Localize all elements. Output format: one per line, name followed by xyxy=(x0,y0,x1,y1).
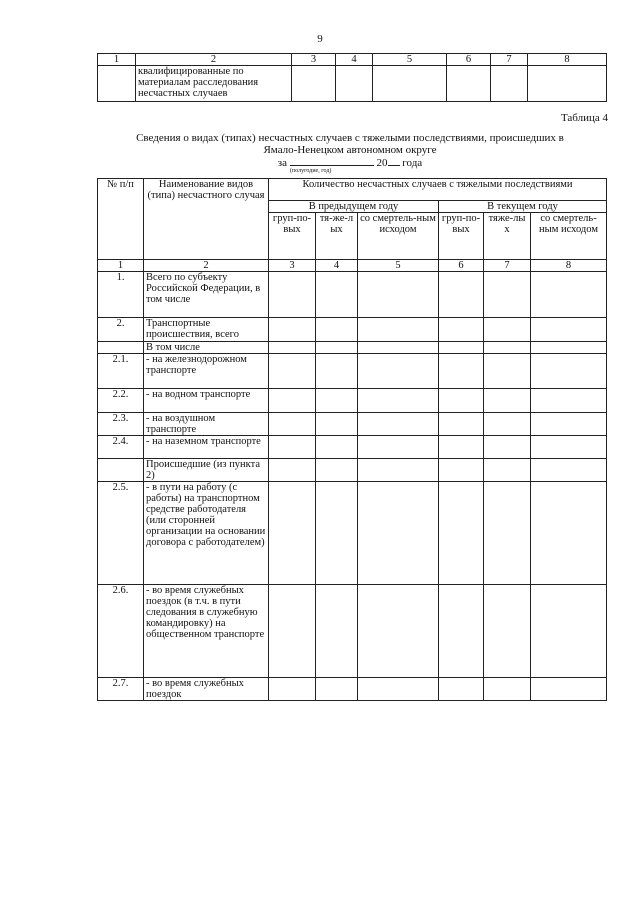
top-col-1: 1 xyxy=(98,54,136,66)
row-no: 2.1. xyxy=(98,354,144,389)
empty-cell xyxy=(531,482,607,585)
curr-year-header: В текущем году xyxy=(439,201,607,213)
row-name: Всего по субъекту Российской Федерации, в том числе xyxy=(144,272,269,318)
row-name: - на водном транспорте xyxy=(144,389,269,413)
empty-cell xyxy=(358,459,439,482)
empty-cell xyxy=(269,585,316,678)
col-number: 4 xyxy=(316,260,358,272)
row-no: 2.4. xyxy=(98,436,144,459)
empty-cell xyxy=(484,342,531,354)
row-no: 2.5. xyxy=(98,482,144,585)
empty-cell xyxy=(269,342,316,354)
table-row xyxy=(98,482,607,585)
top-col-2: 2 xyxy=(136,54,292,66)
empty-cell xyxy=(484,413,531,436)
empty-cell xyxy=(531,318,607,342)
top-col-4: 4 xyxy=(336,54,373,66)
empty-cell xyxy=(358,354,439,389)
empty-cell xyxy=(439,585,484,678)
numbers-row xyxy=(98,260,607,272)
empty-cell xyxy=(358,482,439,585)
empty-cell xyxy=(484,436,531,459)
table-row xyxy=(98,436,607,459)
row-no: 2.6. xyxy=(98,585,144,678)
heading-for: за xyxy=(277,157,288,169)
row-no: 2.3. xyxy=(98,413,144,436)
empty-cell xyxy=(269,413,316,436)
row-no: 2.7. xyxy=(98,678,144,701)
col-number: 1 xyxy=(98,260,144,272)
empty-cell xyxy=(316,272,358,318)
empty-cell xyxy=(316,482,358,585)
row-name: Происшедшие (из пункта 2) xyxy=(144,459,269,482)
year-blank xyxy=(388,156,400,166)
empty-cell xyxy=(316,459,358,482)
main-table xyxy=(97,178,607,701)
empty-cell xyxy=(316,389,358,413)
empty-cell xyxy=(531,585,607,678)
prev-year-header: В предыдущем году xyxy=(269,201,439,213)
col-number: 5 xyxy=(358,260,439,272)
sub-group-curr: груп-по-вых xyxy=(439,213,484,260)
heading-year-prefix: 20 xyxy=(376,157,388,169)
empty-cell xyxy=(484,459,531,482)
table-row xyxy=(98,459,607,482)
table-row xyxy=(98,354,607,389)
empty-cell xyxy=(484,585,531,678)
empty-cell xyxy=(484,389,531,413)
top-col-7: 7 xyxy=(491,54,528,66)
empty-cell xyxy=(484,482,531,585)
top-col-6: 6 xyxy=(447,54,491,66)
empty-cell xyxy=(439,389,484,413)
empty-cell xyxy=(358,272,439,318)
empty-cell xyxy=(269,482,316,585)
row-name: - на наземном транспорте xyxy=(144,436,269,459)
empty-cell xyxy=(531,436,607,459)
empty-cell xyxy=(484,678,531,701)
empty-cell xyxy=(358,342,439,354)
heading-line-2: Ямало-Ненецком автономном округе xyxy=(263,144,437,156)
heading-line-3 xyxy=(70,156,630,169)
row-name: В том числе xyxy=(144,342,269,354)
row-no: 1. xyxy=(98,272,144,318)
top-col-8: 8 xyxy=(528,54,607,66)
table-row xyxy=(98,585,607,678)
empty-cell xyxy=(439,436,484,459)
table-row xyxy=(98,272,607,318)
row-name: - в пути на работу (с работы) на транспортном средстве работодателя (или сторонней организации на основании договора с работодателем) xyxy=(144,482,269,585)
empty-cell xyxy=(439,459,484,482)
heading-line-1: Сведения о видах (типах) несчастных случаев с тяжелыми последствиями, происшедших в xyxy=(136,132,564,144)
empty-cell xyxy=(316,678,358,701)
empty-cell xyxy=(531,272,607,318)
empty-cell xyxy=(439,678,484,701)
table-row xyxy=(98,389,607,413)
table-row xyxy=(98,318,607,342)
empty-cell xyxy=(484,354,531,389)
row-no: 2. xyxy=(98,318,144,342)
empty-cell xyxy=(439,318,484,342)
empty-cell xyxy=(439,354,484,389)
empty-cell xyxy=(531,413,607,436)
heading-year-word: года xyxy=(402,157,423,169)
col-number: 8 xyxy=(531,260,607,272)
top-table-header-row xyxy=(98,54,607,66)
empty-cell xyxy=(316,342,358,354)
col-number: 3 xyxy=(269,260,316,272)
col-number: 2 xyxy=(144,260,269,272)
empty-cell xyxy=(439,482,484,585)
empty-cell xyxy=(316,354,358,389)
row-name: - во время служебных поездок (в т.ч. в пути следования в служебную командировку) на общественном транспорте xyxy=(144,585,269,678)
empty-cell xyxy=(484,272,531,318)
col-number: 7 xyxy=(484,260,531,272)
row-name: Транспортные происшествия, всего xyxy=(144,318,269,342)
top-row-text: квалифицированные по материалам расследования несчастных случаев xyxy=(136,66,292,102)
empty-cell xyxy=(358,389,439,413)
empty-cell xyxy=(269,318,316,342)
top-col-3: 3 xyxy=(292,54,336,66)
table-row xyxy=(98,342,607,354)
sub-fatal-curr: со смертель-ным исходом xyxy=(531,213,607,260)
sub-group-prev: груп-по-вых xyxy=(269,213,316,260)
empty-cell xyxy=(439,342,484,354)
empty-cell xyxy=(531,389,607,413)
row-name: - на воздушном транспорте xyxy=(144,413,269,436)
col-count-header: Количество несчастных случаев с тяжелыми последствиями xyxy=(269,179,607,201)
top-table-row xyxy=(98,66,607,102)
period-hint: (полугодие, год) xyxy=(290,168,332,174)
col-name-header: Наименование видов (типа) несчастного случая xyxy=(144,179,269,260)
col-no-header: № п/п xyxy=(98,179,144,260)
row-no xyxy=(98,459,144,482)
empty-cell xyxy=(269,436,316,459)
empty-cell xyxy=(531,354,607,389)
row-name: - на железнодорожном транспорте xyxy=(144,354,269,389)
empty-cell xyxy=(358,413,439,436)
empty-cell xyxy=(269,678,316,701)
empty-cell xyxy=(439,272,484,318)
row-no xyxy=(98,342,144,354)
empty-cell xyxy=(358,436,439,459)
sub-fatal-prev: со смертель-ным исходом xyxy=(358,213,439,260)
empty-cell xyxy=(316,585,358,678)
sub-heavy-curr: тяже-лых xyxy=(484,213,531,260)
empty-cell xyxy=(531,459,607,482)
empty-cell xyxy=(531,678,607,701)
table-row xyxy=(98,678,607,701)
period-blank xyxy=(290,156,374,166)
empty-cell xyxy=(269,272,316,318)
empty-cell xyxy=(439,413,484,436)
empty-cell xyxy=(316,413,358,436)
col-number: 6 xyxy=(439,260,484,272)
top-col-5: 5 xyxy=(373,54,447,66)
row-no: 2.2. xyxy=(98,389,144,413)
sub-heavy-prev: тя-же-лых xyxy=(316,213,358,260)
empty-cell xyxy=(531,342,607,354)
empty-cell xyxy=(316,436,358,459)
table-label: Таблица 4 xyxy=(560,112,608,124)
top-table xyxy=(97,53,607,102)
empty-cell xyxy=(269,354,316,389)
empty-cell xyxy=(484,318,531,342)
empty-cell xyxy=(358,585,439,678)
empty-cell xyxy=(358,318,439,342)
empty-cell xyxy=(269,389,316,413)
page-number: 9 xyxy=(317,33,323,45)
empty-cell xyxy=(269,459,316,482)
table-row xyxy=(98,413,607,436)
empty-cell xyxy=(358,678,439,701)
empty-cell xyxy=(316,318,358,342)
row-name: - во время служебных поездок xyxy=(144,678,269,701)
